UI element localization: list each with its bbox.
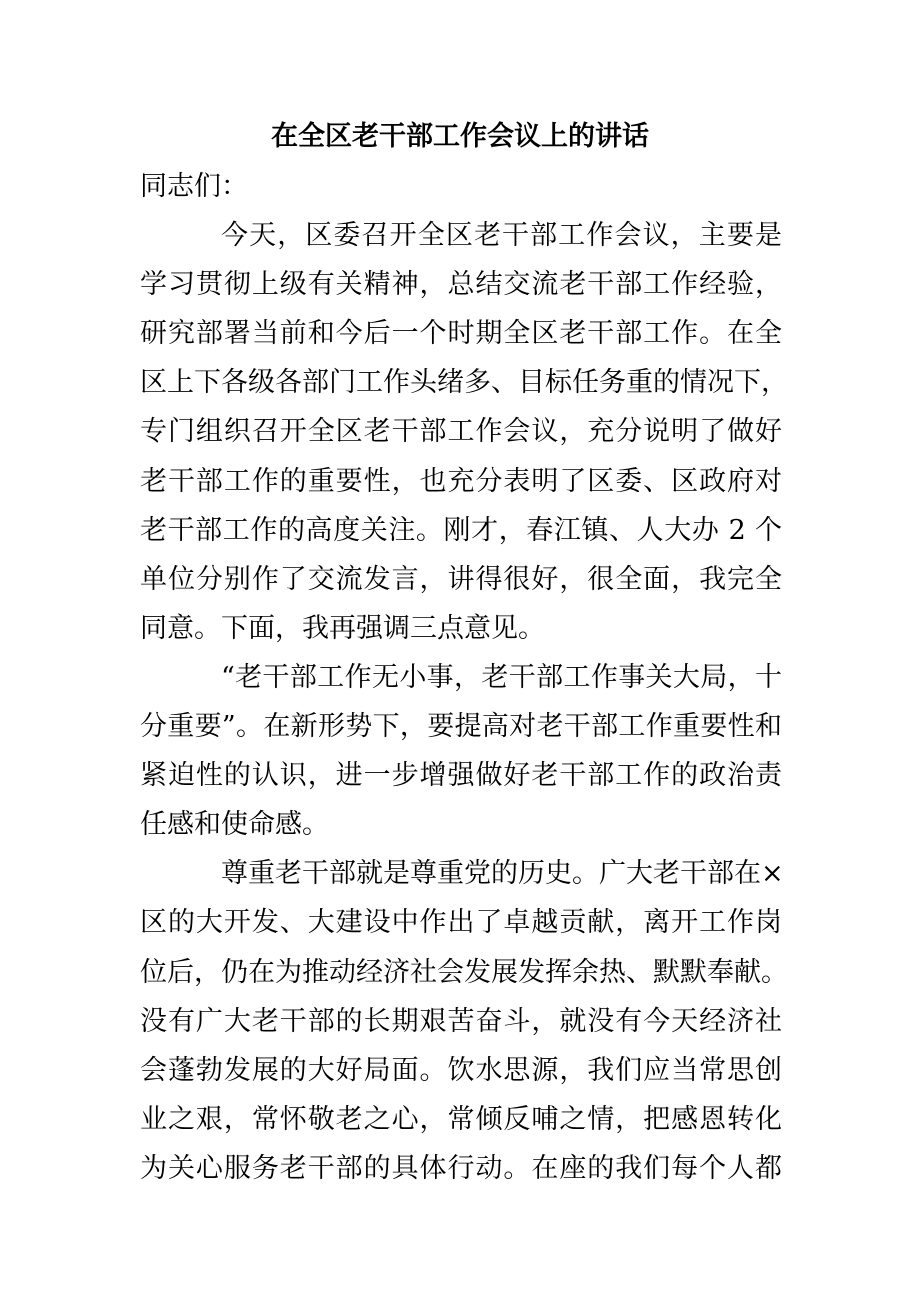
text-line: “老干部工作无小事，老干部工作事关大局，十: [221, 661, 782, 693]
text-line: 老干部工作的重要性，也充分表明了区委、区政府对: [140, 465, 782, 497]
text-line: 会蓬勃发展的大好局面。饮水思源，我们应当常思创: [140, 1054, 782, 1086]
text-line: 今天，区委召开全区老干部工作会议，主要是: [221, 220, 782, 252]
text-line: 业之艰，常怀敬老之心，常倾反哺之情，把感恩转化: [140, 1103, 782, 1135]
text-line: 为关心服务老干部的具体行动。在座的我们每个人都: [140, 1152, 782, 1184]
text-line: 学习贯彻上级有关精神，总结交流老干部工作经验，: [140, 269, 782, 301]
text-line: 位后，仍在为推动经济社会发展发挥余热、默默奉献。: [140, 956, 788, 988]
text-line: 没有广大老干部的长期艰苦奋斗，就没有今天经济社: [140, 1005, 782, 1037]
text-line: 研究部署当前和今后一个时期全区老干部工作。在全: [140, 318, 782, 350]
paragraph-1: [140, 211, 788, 653]
text-line: 同志们：: [140, 171, 248, 202]
paragraph-3: [140, 849, 788, 1193]
text-line: 单位分别作了交流发言，讲得很好，很全面，我完全: [140, 563, 782, 595]
text-line: 老干部工作的高度关注。刚才，春江镇、人大办 2 个: [140, 514, 782, 546]
paragraph-2: [140, 653, 782, 849]
text-line: 区上下各级各部门工作头绪多、目标任务重的情况下，: [140, 367, 788, 399]
document-title: 在全区老干部工作会议上的讲话: [271, 121, 649, 152]
text-line: 任感和使命感。: [140, 809, 329, 841]
text-line: 同意。下面，我再强调三点意见。: [140, 612, 545, 644]
text-line: 区的大开发、大建设中作出了卓越贡献，离开工作岗: [140, 907, 782, 939]
salutation: [140, 162, 782, 211]
text-line: 尊重老干部就是尊重党的历史。广大老干部在×: [221, 858, 784, 890]
text-line: 分重要”。在新形势下，要提高对老干部工作重要性和: [140, 711, 782, 743]
document-body: [140, 162, 788, 1193]
text-line: 紧迫性的认识，进一步增强做好老干部工作的政治责: [140, 760, 782, 792]
text-line: 专门组织召开全区老干部工作会议，充分说明了做好: [140, 416, 782, 448]
